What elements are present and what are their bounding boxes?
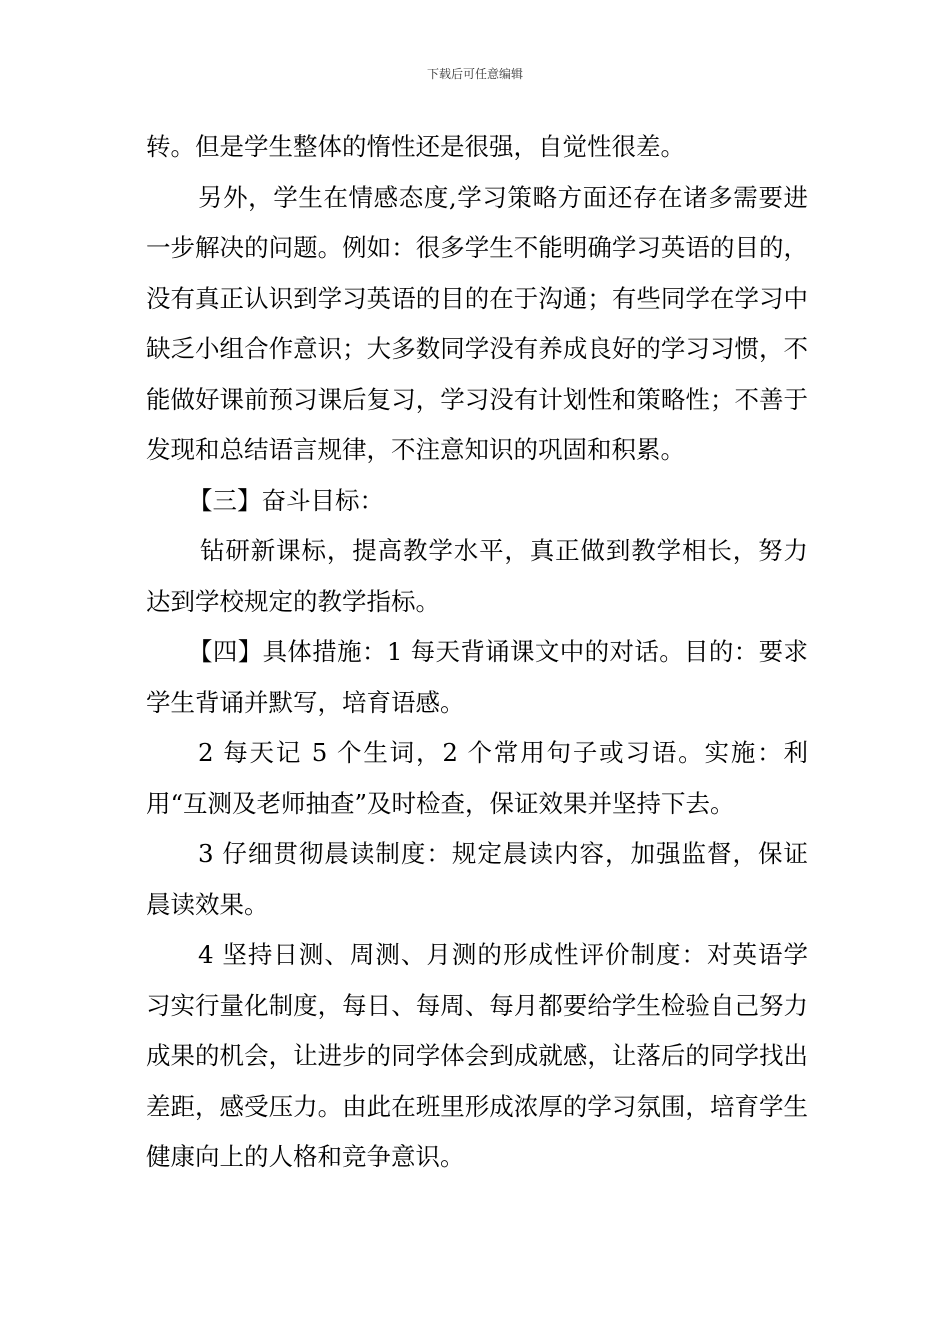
paragraph-continuation: 转。但是学生整体的惰性还是很强，自觉性很差。 <box>146 132 685 161</box>
paragraph-measure-4: 4 坚持日测、周测、月测的形成性评价制度：对英语学习实行量化制度，每日、每周、每月都要给学生检验自己努力成果的机会，让进步的同学体会到成就感，让落后的同学找出差距，感受压力。由此在班里形成浓厚的学习氛围，培育学生健康向上的人格和竞争意识。 <box>146 940 808 1171</box>
section-heading-measures: 【四】具体措施：1 每天背诵课文中的对话。目的：要求学生背诵并默写，培育语感。 <box>146 637 808 717</box>
paragraph-measure-2: 2 每天记 5 个生词，2 个常用句子或习语。实施：利用“互测及老师抽查”及时检查，保证效果并坚持下去。 <box>146 738 808 818</box>
document-body <box>146 122 808 1183</box>
paragraph-learning-problems: 另外，学生在情感态度,学习策略方面还存在诸多需要进一步解决的问题。例如：很多学生不能明确学习英语的目的，没有真正认识到学习英语的目的在于沟通；有些同学在学习中缺乏小组合作意识；大多数同学没有养成良好的学习习惯，不能做好课前预习课后复习，学习没有计划性和策略性；不善于发现和总结语言规律，不注意知识的巩固和积累。 <box>146 182 808 464</box>
paragraph-measure-3: 3 仔细贯彻晨读制度：规定晨读内容，加强监督，保证晨读效果。 <box>146 839 808 919</box>
paragraph-goals: 钻研新课标，提高教学水平，真正做到教学相长，努力达到学校规定的教学指标。 <box>146 536 808 616</box>
section-heading-goals: 【三】奋斗目标： <box>188 485 384 515</box>
page-header-note: 下载后可任意编辑 <box>426 67 523 81</box>
